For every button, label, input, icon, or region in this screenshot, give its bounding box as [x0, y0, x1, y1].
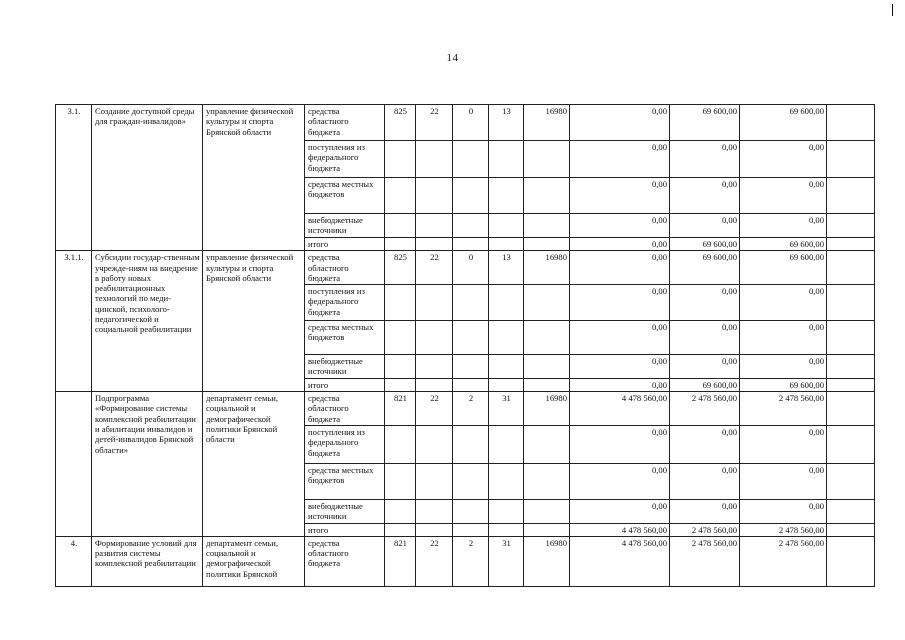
funding-source: поступления из федерального бюджета [305, 285, 385, 321]
amount-cell: 0,00 [570, 214, 670, 238]
budget-code-cell [489, 378, 524, 391]
amount-cell: 0,00 [670, 425, 740, 463]
table-row [56, 105, 875, 141]
empty-cell [827, 178, 875, 214]
executor: управление физической культуры и спорта Брянской области [203, 251, 305, 392]
budget-code-cell: 2 [453, 536, 489, 586]
budget-code-cell: 31 [489, 392, 524, 426]
budget-code-cell [453, 499, 489, 523]
amount-cell: 0,00 [740, 355, 827, 379]
budget-code-cell [489, 238, 524, 251]
executor: департамент семьи, социальной и демографической политики Брянской [203, 536, 305, 586]
budget-code-cell [416, 355, 453, 379]
amount-cell: 69 600,00 [670, 238, 740, 251]
amount-cell: 2 478 560,00 [740, 392, 827, 426]
empty-cell [827, 378, 875, 391]
empty-cell [827, 285, 875, 321]
budget-code-cell [489, 178, 524, 214]
budget-code-cell [385, 378, 416, 391]
budget-code-cell: 821 [385, 536, 416, 586]
amount-cell: 0,00 [670, 321, 740, 355]
empty-cell [827, 499, 875, 523]
budget-code-cell [385, 141, 416, 178]
budget-code-cell [453, 355, 489, 379]
scan-edge-mark [892, 4, 893, 16]
budget-code-cell [416, 285, 453, 321]
table-row [56, 392, 875, 426]
amount-cell: 2 478 560,00 [740, 536, 827, 586]
budget-code-cell [416, 523, 453, 536]
budget-code-cell: 821 [385, 392, 416, 426]
budget-code-cell [385, 285, 416, 321]
funding-source: внебюджетные источники [305, 355, 385, 379]
budget-code-cell: 0 [453, 251, 489, 285]
funding-source: итого [305, 523, 385, 536]
item-number: 4. [56, 536, 92, 586]
budget-code-cell [489, 321, 524, 355]
budget-code-cell [416, 321, 453, 355]
budget-code-cell [524, 285, 570, 321]
budget-code-cell: 13 [489, 105, 524, 141]
amount-cell: 0,00 [570, 178, 670, 214]
budget-code-cell [453, 141, 489, 178]
budget-code-cell [416, 178, 453, 214]
budget-code-cell [453, 178, 489, 214]
budget-code-cell [385, 238, 416, 251]
budget-code-cell: 16980 [524, 105, 570, 141]
budget-code-cell [416, 214, 453, 238]
budget-code-cell [416, 141, 453, 178]
amount-cell: 0,00 [570, 378, 670, 391]
amount-cell: 0,00 [570, 141, 670, 178]
amount-cell: 69 600,00 [740, 238, 827, 251]
budget-code-cell [385, 425, 416, 463]
budget-code-cell [524, 378, 570, 391]
empty-cell [827, 238, 875, 251]
amount-cell: 0,00 [740, 463, 827, 499]
budget-code-cell [524, 523, 570, 536]
amount-cell: 0,00 [570, 238, 670, 251]
amount-cell: 0,00 [570, 321, 670, 355]
budget-code-cell [489, 214, 524, 238]
budget-code-cell [524, 463, 570, 499]
budget-code-cell [489, 523, 524, 536]
amount-cell: 0,00 [740, 178, 827, 214]
budget-code-cell [453, 523, 489, 536]
budget-code-cell [453, 321, 489, 355]
amount-cell: 69 600,00 [740, 378, 827, 391]
funding-source: средства областного бюджета [305, 392, 385, 426]
amount-cell: 69 600,00 [670, 105, 740, 141]
empty-cell [827, 321, 875, 355]
empty-cell [827, 214, 875, 238]
budget-code-cell [416, 463, 453, 499]
funding-source: внебюджетные источники [305, 214, 385, 238]
amount-cell: 4 478 560,00 [570, 523, 670, 536]
budget-code-cell [416, 499, 453, 523]
budget-code-cell [453, 238, 489, 251]
budget-code-cell [385, 214, 416, 238]
budget-code-cell: 31 [489, 536, 524, 586]
activity-name: Создание доступной среды для граждан-инвалидов» [92, 105, 203, 251]
budget-code-cell [489, 285, 524, 321]
budget-code-cell [453, 425, 489, 463]
amount-cell: 4 478 560,00 [570, 536, 670, 586]
funding-source: итого [305, 238, 385, 251]
activity-name: Субсидии государ-ственным учрежде-ниям на внедрение в работу новых реабилитационных технологий по меди-цинской, психолого-педагогической и социальной реабилитации [92, 251, 203, 392]
amount-cell: 0,00 [670, 499, 740, 523]
budget-code-cell: 13 [489, 251, 524, 285]
budget-code-cell [489, 141, 524, 178]
budget-code-cell [524, 141, 570, 178]
funding-source: средства областного бюджета [305, 536, 385, 586]
amount-cell: 0,00 [570, 463, 670, 499]
amount-cell: 0,00 [670, 178, 740, 214]
amount-cell: 0,00 [670, 355, 740, 379]
budget-code-cell [453, 378, 489, 391]
budget-code-cell [385, 463, 416, 499]
budget-code-cell [453, 285, 489, 321]
budget-code-cell: 22 [416, 536, 453, 586]
funding-source: средства местных бюджетов [305, 463, 385, 499]
amount-cell: 0,00 [670, 285, 740, 321]
funding-source: итого [305, 378, 385, 391]
funding-source: средства областного бюджета [305, 251, 385, 285]
budget-code-cell [489, 355, 524, 379]
budget-code-cell [385, 523, 416, 536]
budget-code-cell [524, 355, 570, 379]
budget-code-cell [416, 238, 453, 251]
funding-source: средства местных бюджетов [305, 321, 385, 355]
budget-code-cell [453, 463, 489, 499]
amount-cell: 69 600,00 [740, 251, 827, 285]
funding-source: средства областного бюджета [305, 105, 385, 141]
page-number: 14 [446, 52, 459, 64]
amount-cell: 0,00 [570, 105, 670, 141]
budget-code-cell [489, 499, 524, 523]
table-row [56, 251, 875, 285]
empty-cell [827, 463, 875, 499]
amount-cell: 4 478 560,00 [570, 392, 670, 426]
amount-cell: 0,00 [570, 355, 670, 379]
empty-cell [827, 425, 875, 463]
empty-cell [827, 141, 875, 178]
funding-source: внебюджетные источники [305, 499, 385, 523]
amount-cell: 0,00 [740, 214, 827, 238]
budget-code-cell [385, 321, 416, 355]
budget-code-cell [489, 425, 524, 463]
amount-cell: 2 478 560,00 [670, 523, 740, 536]
budget-code-cell [524, 238, 570, 251]
amount-cell: 0,00 [740, 141, 827, 178]
activity-name: Подпрограмма «Формирование системы комплексной реабилитации и абилитации инвалидов и детей-инвалидов Брянской области» [92, 392, 203, 537]
budget-code-cell [524, 321, 570, 355]
funding-source: поступления из федерального бюджета [305, 425, 385, 463]
amount-cell: 2 478 560,00 [740, 523, 827, 536]
activity-name: Формирование условий для развития системы комплексной реабилитации [92, 536, 203, 586]
empty-cell [827, 392, 875, 426]
amount-cell: 0,00 [670, 463, 740, 499]
budget-code-cell [524, 178, 570, 214]
amount-cell: 0,00 [740, 499, 827, 523]
budget-code-cell [524, 425, 570, 463]
funding-source: средства местных бюджетов [305, 178, 385, 214]
budget-code-cell: 16980 [524, 251, 570, 285]
budget-code-cell: 0 [453, 105, 489, 141]
empty-cell [827, 105, 875, 141]
amount-cell: 0,00 [740, 321, 827, 355]
empty-cell [827, 355, 875, 379]
amount-cell: 69 600,00 [670, 378, 740, 391]
amount-cell: 2 478 560,00 [670, 392, 740, 426]
executor: департамент семьи, социальной и демографической политики Брянской области [203, 392, 305, 537]
budget-code-cell [385, 178, 416, 214]
budget-code-cell: 825 [385, 251, 416, 285]
budget-table [55, 104, 875, 587]
budget-code-cell [385, 355, 416, 379]
empty-cell [827, 523, 875, 536]
empty-cell [827, 536, 875, 586]
budget-code-cell: 2 [453, 392, 489, 426]
amount-cell: 69 600,00 [740, 105, 827, 141]
funding-source: поступления из федерального бюджета [305, 141, 385, 178]
empty-cell [827, 251, 875, 285]
amount-cell: 2 478 560,00 [670, 536, 740, 586]
table-row [56, 536, 875, 586]
amount-cell: 0,00 [570, 285, 670, 321]
amount-cell: 0,00 [570, 499, 670, 523]
amount-cell: 0,00 [670, 141, 740, 178]
budget-code-cell [489, 463, 524, 499]
item-number: 3.1.1. [56, 251, 92, 392]
budget-code-cell: 22 [416, 392, 453, 426]
item-number [56, 392, 92, 537]
amount-cell: 0,00 [740, 285, 827, 321]
executor: управление физической культуры и спорта Брянской области [203, 105, 305, 251]
budget-code-cell [524, 499, 570, 523]
amount-cell: 0,00 [570, 425, 670, 463]
budget-code-cell: 16980 [524, 392, 570, 426]
table-body [56, 105, 875, 587]
amount-cell: 69 600,00 [670, 251, 740, 285]
budget-code-cell: 22 [416, 251, 453, 285]
amount-cell: 0,00 [740, 425, 827, 463]
budget-code-cell: 825 [385, 105, 416, 141]
budget-code-cell: 16980 [524, 536, 570, 586]
budget-code-cell [416, 378, 453, 391]
budget-code-cell [524, 214, 570, 238]
item-number: 3.1. [56, 105, 92, 251]
budget-code-cell [385, 499, 416, 523]
budget-code-cell [416, 425, 453, 463]
amount-cell: 0,00 [670, 214, 740, 238]
budget-code-cell: 22 [416, 105, 453, 141]
budget-code-cell [453, 214, 489, 238]
amount-cell: 0,00 [570, 251, 670, 285]
